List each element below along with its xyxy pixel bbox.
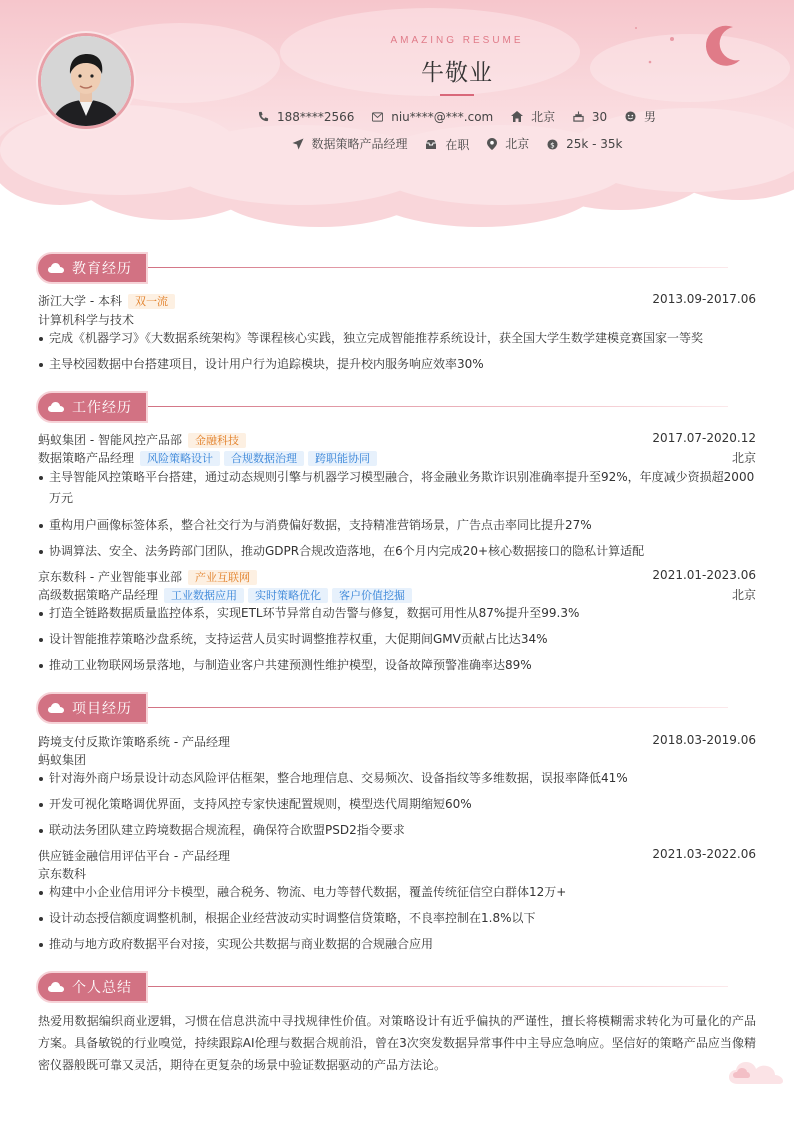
job-period: 2021.01-2023.06	[652, 568, 756, 582]
skill-tag: 工业数据应用	[164, 588, 244, 603]
mail-icon	[372, 112, 383, 122]
job-company-row	[38, 568, 756, 585]
job-city: 北京	[731, 451, 756, 465]
section-title: 教育经历	[72, 261, 132, 277]
job-status-text: 在职	[445, 137, 470, 152]
section-title: 项目经历	[72, 701, 132, 717]
job-role: 数据策略产品经理	[38, 451, 135, 465]
gender-item	[625, 108, 656, 125]
section-pill	[36, 252, 148, 284]
project-bullet: 设计动态授信额度调整机制，根据企业经营波动实时调整信贷策略，不良率控制在1.8%以下	[38, 908, 756, 929]
project-bullet: 推动与地方政府数据平台对接，实现公共数据与商业数据的合规融合应用	[38, 934, 756, 955]
industry-tag: 产业互联网	[188, 570, 257, 585]
job-role: 高级数据策略产品经理	[38, 588, 159, 602]
cloud-icon	[48, 402, 64, 412]
cloud-decoration-icon	[728, 1056, 784, 1086]
job-bullet: 打造全链路数据质量监控体系，实现ETL环节异常自动告警与修复，数据可用性从87%提升至99.3%	[38, 603, 756, 624]
email-item	[372, 110, 493, 124]
inbox-icon	[425, 139, 437, 150]
project-bullet: 开发可视化策略调优界面，支持风控专家快速配置规则，模型迭代周期缩短60%	[38, 794, 756, 815]
school-tag: 双一流	[128, 294, 175, 309]
section-projects	[36, 692, 726, 724]
project-name: 跨境支付反欺诈策略系统 - 产品经理	[38, 735, 230, 749]
phone-text: 188****2566	[276, 109, 355, 124]
section-divider	[148, 267, 728, 268]
skill-tag: 风险策略设计	[140, 451, 220, 466]
job-company-row	[38, 431, 756, 448]
job-bullet: 重构用户画像标签体系，整合社交行为与消费偏好数据，支持精准营销场景，广告点击率同比提升27%	[38, 515, 756, 536]
project-name-row	[38, 847, 756, 864]
project-period: 2018.03-2019.06	[652, 733, 756, 747]
hometown-text: 北京	[531, 110, 556, 124]
skill-tag: 实时策略优化	[248, 588, 328, 603]
project-org: 蚂蚁集团	[38, 753, 87, 767]
name-underline	[440, 94, 474, 96]
candidate-name: 牛敬业	[421, 60, 493, 86]
email-text: niu****@***.com	[391, 110, 494, 124]
target-position-item	[292, 135, 408, 152]
education-period: 2013.09-2017.06	[652, 292, 756, 306]
section-work	[36, 391, 726, 423]
gender-text: 男	[644, 110, 657, 124]
job-role-row	[38, 449, 756, 466]
section-pill	[36, 391, 148, 423]
education-bullet: 主导校园数据中台搭建项目，设计用户行为追踪模块，提升校内服务响应效率30%	[38, 354, 756, 375]
job-city: 北京	[731, 588, 756, 602]
section-pill	[36, 971, 148, 1003]
phone-icon	[258, 111, 269, 122]
project-name: 供应链金融信用评估平台 - 产品经理	[38, 849, 230, 863]
job-intent-row	[0, 135, 794, 153]
salary-text: 25k - 35k	[566, 137, 623, 151]
school-name: 浙江大学 - 本科	[38, 294, 122, 308]
section-summary	[36, 971, 726, 1003]
skill-tag: 合规数据治理	[224, 451, 304, 466]
section-title: 个人总结	[72, 980, 132, 996]
skill-tag: 客户价值挖掘	[332, 588, 412, 603]
education-school-row	[38, 292, 756, 309]
skill-tag: 跨职能协同	[308, 451, 377, 466]
resume-tagline: AMAZING RESUME	[390, 35, 524, 46]
job-bullet: 设计智能推荐策略沙盘系统，支持运营人员实时调整推荐权重，大促期间GMV贡献占比达34%	[38, 629, 756, 650]
resume-header	[0, 0, 794, 232]
salary-item	[547, 137, 622, 151]
target-position-text: 数据策略产品经理	[311, 137, 408, 151]
cloud-icon	[48, 982, 64, 992]
location-icon	[487, 138, 497, 150]
company-name: 蚂蚁集团 - 智能风控产品部	[38, 433, 182, 447]
hometown-item	[511, 108, 555, 125]
section-divider	[148, 707, 728, 708]
project-bullet: 构建中小企业信用评分卡模型，融合税务、物流、电力等替代数据，覆盖传统征信空白群体12万+	[38, 882, 756, 903]
project-bullet: 针对海外商户场景设计动态风险评估框架，整合地理信息、交易频次、设备指纹等多维数据，误报率降低41%	[38, 768, 756, 789]
section-title: 工作经历	[72, 400, 132, 416]
job-bullet: 推动工业物联网场景落地，与制造业客户共建预测性维护模型，设备故障预警准确率达89%	[38, 655, 756, 676]
project-name-row	[38, 733, 756, 750]
target-city-item	[487, 135, 529, 152]
send-icon	[292, 138, 304, 150]
contact-info-row	[0, 108, 794, 125]
project-bullet: 联动法务团队建立跨境数据合规流程，确保符合欧盟PSD2指令要求	[38, 820, 756, 841]
industry-tag: 金融科技	[188, 433, 246, 448]
gender-icon	[625, 111, 636, 122]
project-org: 京东数科	[38, 867, 87, 881]
cloud-icon	[48, 703, 64, 713]
section-divider	[148, 986, 728, 987]
job-role-row	[38, 586, 756, 603]
cake-icon	[573, 111, 584, 122]
job-bullet: 主导智能风控策略平台搭建，通过动态规则引擎与机器学习模型融合，将金融业务欺诈识别准确率提升至92%，年度减少资损超2000万元	[38, 467, 756, 509]
phone-item	[258, 110, 354, 124]
section-pill	[36, 692, 148, 724]
education-major: 计算机科学与技术	[38, 313, 135, 327]
target-city-text: 北京	[505, 137, 530, 151]
summary-text: 热爱用数据编织商业逻辑，习惯在信息洪流中寻找规律性价值。对策略设计有近乎偏执的严谨性，擅长将模糊需求转化为可量化的产品方案。具备敏锐的行业嗅觉，持续跟踪AI伦理与数据合规前沿，曾在3次突发数据异常事件中主导应急响应。坚信好的策略产品应当像精密仪器般既可靠又灵活，期待在更复杂的场景中验证数据驱动的产品方法论。	[38, 1014, 756, 1072]
svg-text:$: $	[550, 139, 555, 149]
company-name: 京东数科 - 产业智能事业部	[38, 570, 182, 584]
section-education	[36, 252, 726, 284]
section-divider	[148, 406, 728, 407]
education-bullet: 完成《机器学习》《大数据系统架构》等课程核心实践，独立完成智能推荐系统设计，获全国大学生数学建模竞赛国家一等奖	[38, 328, 756, 349]
project-period: 2021.03-2022.06	[652, 847, 756, 861]
job-period: 2017.07-2020.12	[652, 431, 756, 445]
job-bullet: 协调算法、安全、法务跨部门团队，推动GDPR合规改造落地，在6个月内完成20+核心数据接口的隐私计算适配	[38, 541, 756, 562]
job-status-item	[425, 136, 469, 153]
coin-icon	[547, 139, 558, 150]
age-item	[573, 110, 607, 124]
home-icon	[511, 111, 523, 122]
age-text: 30	[591, 109, 608, 124]
cloud-icon	[48, 263, 64, 273]
